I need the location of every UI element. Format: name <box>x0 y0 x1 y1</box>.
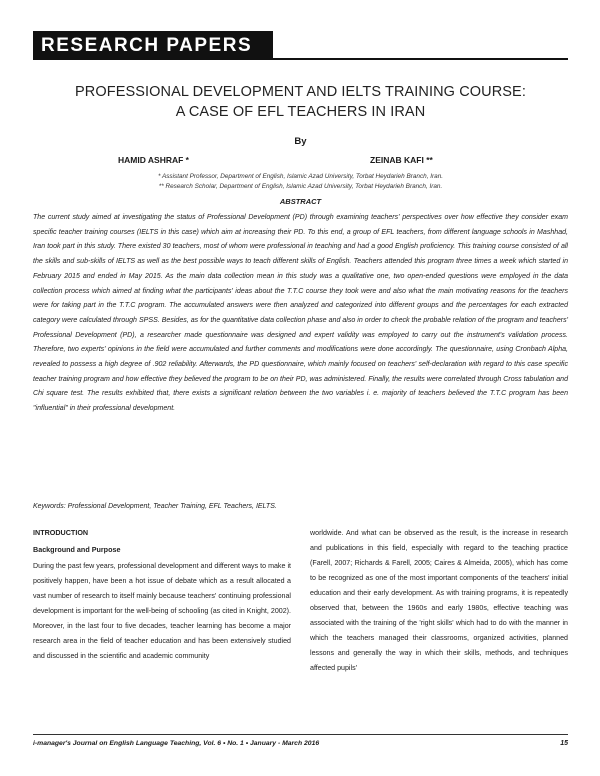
right-column <box>310 526 568 676</box>
affiliation: * Assistant Professor, Department of English, Islamic Azad University, Torbat Heydarieh Branch, Iran. <box>157 173 444 180</box>
left-column <box>33 526 291 664</box>
body-text: worldwide. And what can be observed as the result, is the increase in research and publications in this field, especially with regard to the teaching practice (Farell, 2007; Richards & Farell, 2005; Caires & Almeida, 2005), which has come to be recognized as one of the most important components of the teachers' initial education and their early development. As with training programs, it is repeatedly observed that, between the 1960s and early 1980s, effective teaching was associated with the training of the 'right skills' which had to do with the manner in which the teachers managed their classrooms, organized activities, planned lessons and generally the way in which their skills, methods, and techniques affected pupils' <box>310 529 568 672</box>
journal-footer: i-manager's Journal on English Language Teaching, Vol. 6 • No. 1 • January - March 2016 <box>33 740 320 747</box>
title-line-1: PROFESSIONAL DEVELOPMENT AND IELTS TRAINING COURSE: <box>75 84 526 100</box>
banner-rule <box>273 58 568 60</box>
abstract-heading: ABSTRACT <box>279 197 322 206</box>
affiliation: ** Research Scholar, Department of English, Islamic Azad University, Torbat Heydarieh Branch, Iran. <box>158 183 443 190</box>
subsection-heading: Background and Purpose <box>33 544 121 554</box>
section-heading: INTRODUCTION <box>33 528 89 537</box>
body-text: During the past few years, professional development and different ways to make it positively happen, have been a hot issue of debate which as a result allocated a vast number of research to itself mainly because teachers' continuing professional development is important for the well-being of schooling (as cited in Knight, 2002). Moreover, in the last four to five decades, teacher learning has become a major research area in the field of teacher education and has been extensively studied and discussed in the scientific and academic community <box>33 561 291 660</box>
author-name: HAMID ASHRAF * <box>118 155 189 165</box>
page-number: 15 <box>560 740 568 747</box>
keywords: Keywords: Professional Development, Teacher Training, EFL Teachers, IELTS. <box>33 503 277 510</box>
author-name: ZEINAB KAFI ** <box>370 155 433 165</box>
footer-rule <box>33 734 568 735</box>
by-label: By <box>294 136 307 147</box>
abstract-text: The current study aimed at investigating the status of Professional Development (PD) through examining teachers' perspectives over how effective they consider exam specific teacher training courses (IELTS in this case) which aim at increasing their PD. To this end, a group of EFL teachers, from different language schools in Mashhad, Iran took part in this study. There existed 30 teachers, most of whom were professional in teaching and had a good English proficiency. This training course consisted of all the skills and sub-skills of IELTS as well as the best possible ways to teach different skills of English. Teachers attended this program three times a week which started in February 2015 and ended in May 2015. As the main data collection mean in this study was a qualitative one, two open-ended questions were employed in the data collection process which aimed at finding what the participants' ideas about the T.T.C course they took were and also what the main motivating reasons for the teachers were for taking part in the T.T.C program. The accumulated answers were then analyzed and categorized into different groups and the percentages for each extracted category were calculated through SPSS. Besides, as for the quantitative data collection phase and also in order to check the probable relation of the program and teachers' Professional Development (PD), a researcher made questionnaire was designed and expert validity was employed to carry out the instrument's validation process. Therefore, two experts' opinions in the field were accumulated and further comments and modifications were done accordingly. The questionnaire, using Cronbach Alpha, revealed to possess a high degree of .902 reliability. Afterwards, the PD questionnaire, which mainly focused on teachers' self-declaration with regard to this case specific teacher training program and how effective they believed the program to be on their PD, was administered. Finally, the results were correlated through Cross tabulation and Chi square test. The results exhibited that, there exists a significant relation between the two variables i. e. majority of teachers believed the T.T.C program has been "influential" in their professional development. <box>33 214 568 413</box>
title-line-2: A CASE OF EFL TEACHERS IN IRAN <box>175 104 426 120</box>
section-banner: RESEARCH PAPERS <box>33 31 273 60</box>
paper-title <box>33 82 568 122</box>
